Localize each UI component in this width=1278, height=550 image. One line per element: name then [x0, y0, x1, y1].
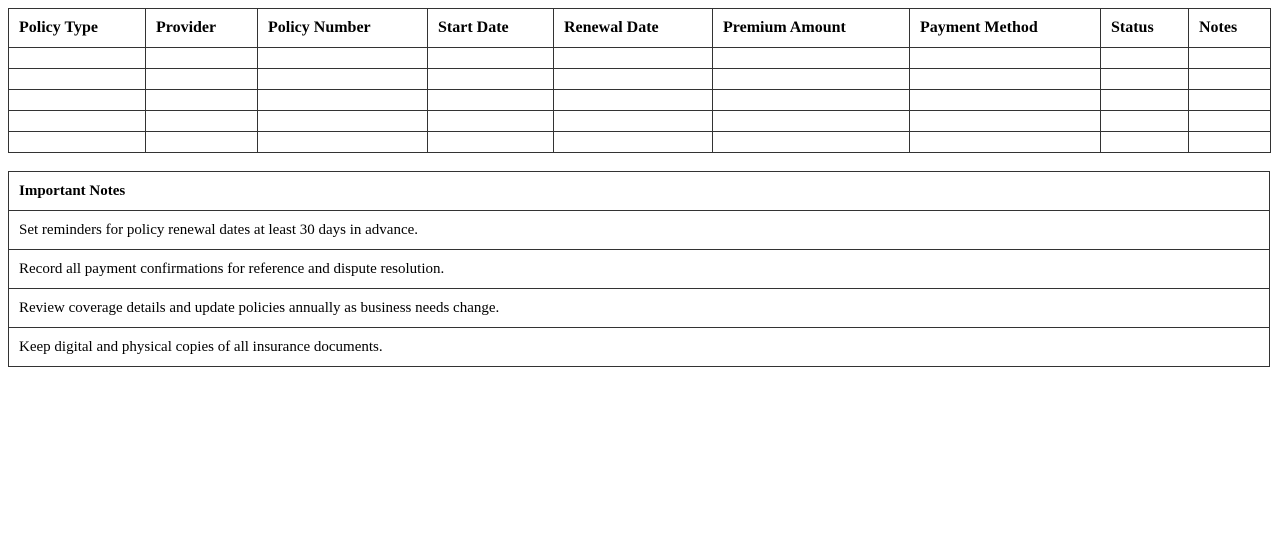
- cell-policy-number[interactable]: [258, 48, 428, 69]
- cell-notes[interactable]: [1189, 90, 1271, 111]
- cell-status[interactable]: [1101, 132, 1189, 153]
- cell-renewal-date[interactable]: [554, 132, 713, 153]
- column-header-status: Status: [1101, 9, 1189, 48]
- cell-provider[interactable]: [146, 90, 258, 111]
- cell-premium-amount[interactable]: [713, 132, 910, 153]
- column-header-policy-type: Policy Type: [9, 9, 146, 48]
- cell-status[interactable]: [1101, 69, 1189, 90]
- column-header-premium-amount: Premium Amount: [713, 9, 910, 48]
- cell-status[interactable]: [1101, 48, 1189, 69]
- cell-notes[interactable]: [1189, 111, 1271, 132]
- cell-notes[interactable]: [1189, 48, 1271, 69]
- note-row: [9, 328, 1270, 367]
- cell-policy-number[interactable]: [258, 90, 428, 111]
- table-row: [9, 132, 1271, 153]
- cell-policy-number[interactable]: [258, 111, 428, 132]
- cell-start-date[interactable]: [428, 69, 554, 90]
- insurance-policy-table: [8, 8, 1271, 153]
- column-header-notes: Notes: [1189, 9, 1271, 48]
- cell-start-date[interactable]: [428, 48, 554, 69]
- column-header-payment-method: Payment Method: [910, 9, 1101, 48]
- cell-renewal-date[interactable]: [554, 90, 713, 111]
- cell-premium-amount[interactable]: [713, 90, 910, 111]
- note-item: Keep digital and physical copies of all insurance documents.: [9, 328, 1270, 367]
- cell-provider[interactable]: [146, 48, 258, 69]
- note-item: Review coverage details and update policies annually as business needs change.: [9, 289, 1270, 328]
- cell-status[interactable]: [1101, 111, 1189, 132]
- table-row: [9, 111, 1271, 132]
- cell-premium-amount[interactable]: [713, 111, 910, 132]
- cell-provider[interactable]: [146, 69, 258, 90]
- cell-start-date[interactable]: [428, 111, 554, 132]
- table-row: [9, 69, 1271, 90]
- cell-policy-type[interactable]: [9, 48, 146, 69]
- note-item: Set reminders for policy renewal dates at least 30 days in advance.: [9, 211, 1270, 250]
- note-row: [9, 250, 1270, 289]
- cell-payment-method[interactable]: [910, 132, 1101, 153]
- cell-policy-type[interactable]: [9, 111, 146, 132]
- note-item: Record all payment confirmations for reference and dispute resolution.: [9, 250, 1270, 289]
- cell-renewal-date[interactable]: [554, 69, 713, 90]
- note-row: [9, 289, 1270, 328]
- cell-payment-method[interactable]: [910, 48, 1101, 69]
- table-row: [9, 90, 1271, 111]
- cell-notes[interactable]: [1189, 132, 1271, 153]
- important-notes-table: [8, 171, 1270, 367]
- notes-header-row: [9, 172, 1270, 211]
- cell-policy-type[interactable]: [9, 69, 146, 90]
- cell-premium-amount[interactable]: [713, 48, 910, 69]
- column-header-start-date: Start Date: [428, 9, 554, 48]
- cell-policy-number[interactable]: [258, 69, 428, 90]
- cell-notes[interactable]: [1189, 69, 1271, 90]
- table-row: [9, 48, 1271, 69]
- column-header-provider: Provider: [146, 9, 258, 48]
- cell-payment-method[interactable]: [910, 111, 1101, 132]
- cell-policy-number[interactable]: [258, 132, 428, 153]
- cell-payment-method[interactable]: [910, 69, 1101, 90]
- cell-policy-type[interactable]: [9, 132, 146, 153]
- cell-policy-type[interactable]: [9, 90, 146, 111]
- cell-renewal-date[interactable]: [554, 111, 713, 132]
- cell-status[interactable]: [1101, 90, 1189, 111]
- cell-provider[interactable]: [146, 111, 258, 132]
- notes-title: Important Notes: [9, 172, 1270, 211]
- cell-payment-method[interactable]: [910, 90, 1101, 111]
- table-header-row: [9, 9, 1271, 48]
- note-row: [9, 211, 1270, 250]
- cell-start-date[interactable]: [428, 132, 554, 153]
- cell-provider[interactable]: [146, 132, 258, 153]
- cell-premium-amount[interactable]: [713, 69, 910, 90]
- column-header-renewal-date: Renewal Date: [554, 9, 713, 48]
- cell-start-date[interactable]: [428, 90, 554, 111]
- cell-renewal-date[interactable]: [554, 48, 713, 69]
- column-header-policy-number: Policy Number: [258, 9, 428, 48]
